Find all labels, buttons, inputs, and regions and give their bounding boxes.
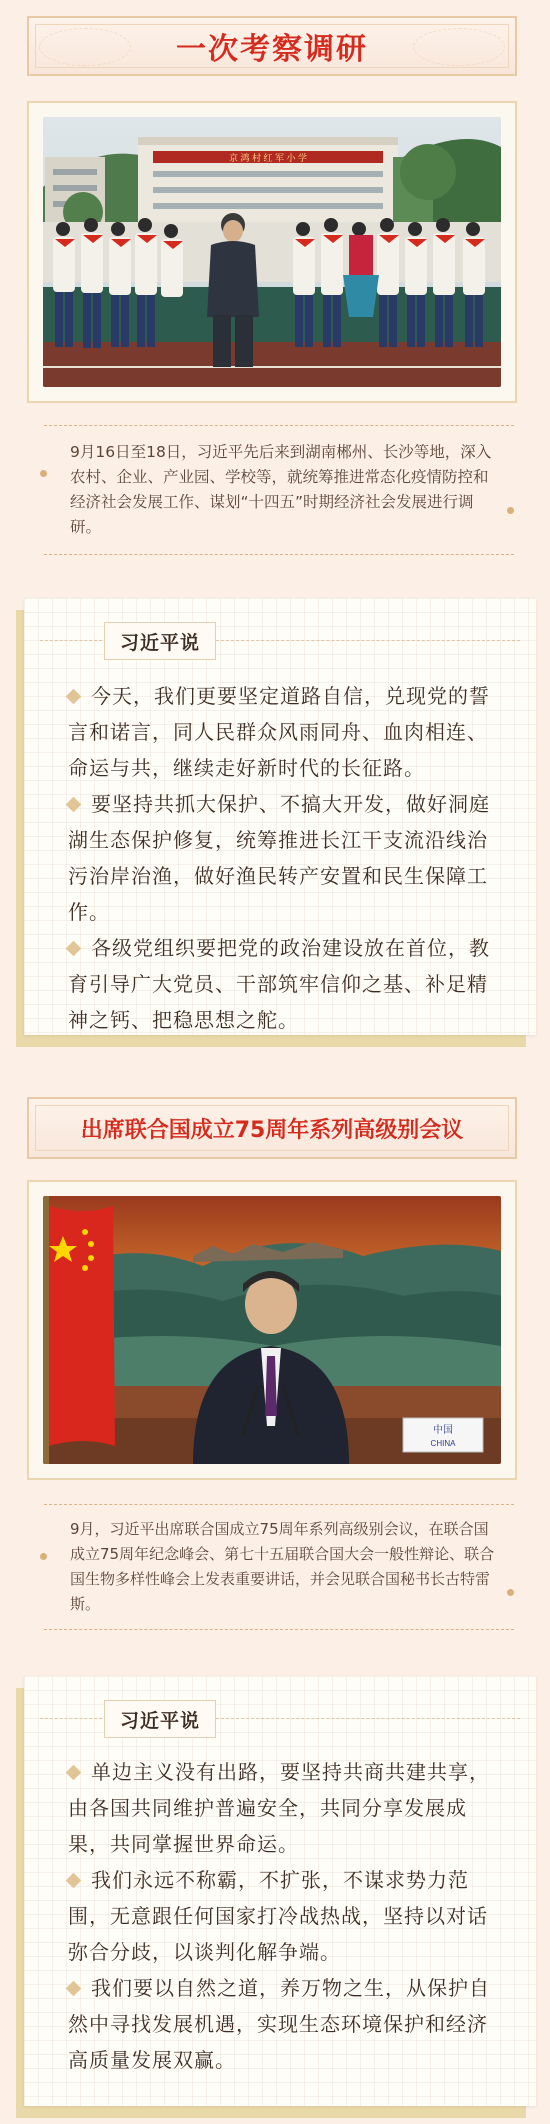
caption-dot-icon: [40, 1553, 47, 1560]
china-flag: [43, 1196, 115, 1464]
diamond-bullet-icon: [66, 941, 82, 957]
quote-label: 习近平说: [104, 1700, 216, 1738]
nameplate-en: CHINA: [430, 1439, 456, 1448]
caption-dot-icon: [507, 1589, 514, 1596]
quote-paragraph: 今天，我们更要坚定道路自信，兑现党的誓言和诺言，同人民群众风雨同舟、血肉相连、命运与共，继续走好新时代的长征路。: [68, 678, 508, 786]
quote-divider: [216, 640, 520, 641]
quote-card: [16, 598, 536, 1035]
quote-card: [16, 1676, 536, 2106]
quote-paragraph: 我们永远不称霸，不扩张，不谋求势力范围，无意跟任何国家打冷战热战，坚持以对话弥合分歧，以谈判化解争端。: [68, 1862, 508, 1970]
section-title-banner: [27, 16, 517, 76]
quote-divider: [216, 1718, 520, 1719]
caption-dot-icon: [507, 507, 514, 514]
diamond-bullet-icon: [66, 1981, 82, 1997]
cloud-decoration-icon: [39, 28, 131, 66]
school-sign-text: 京 鸿 村 红 军 小 学: [228, 153, 308, 163]
quote-paragraph: 单边主义没有出路，要坚持共商共建共享，由各国共同维护普遍安全，共同分享发展成果，共同掌握世界命运。: [68, 1754, 508, 1862]
school-visit-image: [43, 117, 501, 387]
cloud-decoration-icon: [413, 28, 505, 66]
caption-dot-icon: [40, 470, 47, 477]
photo-card: [27, 1180, 517, 1480]
caption-text: 9月16日至18日，习近平先后来到湖南郴州、长沙等地，深入农村、企业、产业园、学校等，就统筹推进常态化疫情防控和经济社会发展工作、谋划“十四五”时期经济社会发展进行调研。: [70, 443, 492, 536]
caption-text: 9月，习近平出席联合国成立75周年系列高级别会议，在联合国成立75周年纪念峰会、第七十五届联合国大会一般性辩论、联合国生物多样性峰会上发表重要讲话，并会见联合国秘书长古特雷斯。: [70, 1520, 495, 1613]
un-address-photo: [43, 1196, 501, 1464]
quote-body: [68, 1754, 508, 2078]
nameplate-cn: 中国: [433, 1425, 453, 1436]
photo-card: [27, 101, 517, 403]
quote-paragraph: 要坚持共抓大保护、不搞大开发，做好洞庭湖生态保护修复，统筹推进长江干支流沿线治污治岸治渔，做好渔民转产安置和民生保障工作。: [68, 786, 508, 930]
school-visit-photo: [43, 117, 501, 387]
quote-paragraph: 我们要以自然之道，养万物之生，从保护自然中寻找发展机遇，实现生态环境保护和经济高质量发展双赢。: [68, 1970, 508, 2078]
diamond-bullet-icon: [66, 1765, 82, 1781]
section-title-banner: [27, 1097, 517, 1159]
quote-divider: [40, 1718, 102, 1719]
diamond-bullet-icon: [66, 1873, 82, 1889]
diamond-bullet-icon: [66, 797, 82, 813]
caption-box: [44, 425, 514, 555]
un-address-image: [43, 1196, 501, 1464]
quote-body: [68, 678, 508, 1038]
section-title: 一次考察调研: [176, 32, 368, 67]
quote-divider: [40, 640, 102, 641]
diamond-bullet-icon: [66, 689, 82, 705]
quote-label: 习近平说: [104, 622, 216, 660]
quote-paragraph: 各级党组织要把党的政治建设放在首位，教育引导广大党员、干部筑牢信仰之基、补足精神之钙、把稳思想之舵。: [68, 930, 508, 1038]
section-title: 出席联合国成立75周年系列高级别会议: [80, 1117, 464, 1143]
caption-box: [44, 1504, 514, 1630]
